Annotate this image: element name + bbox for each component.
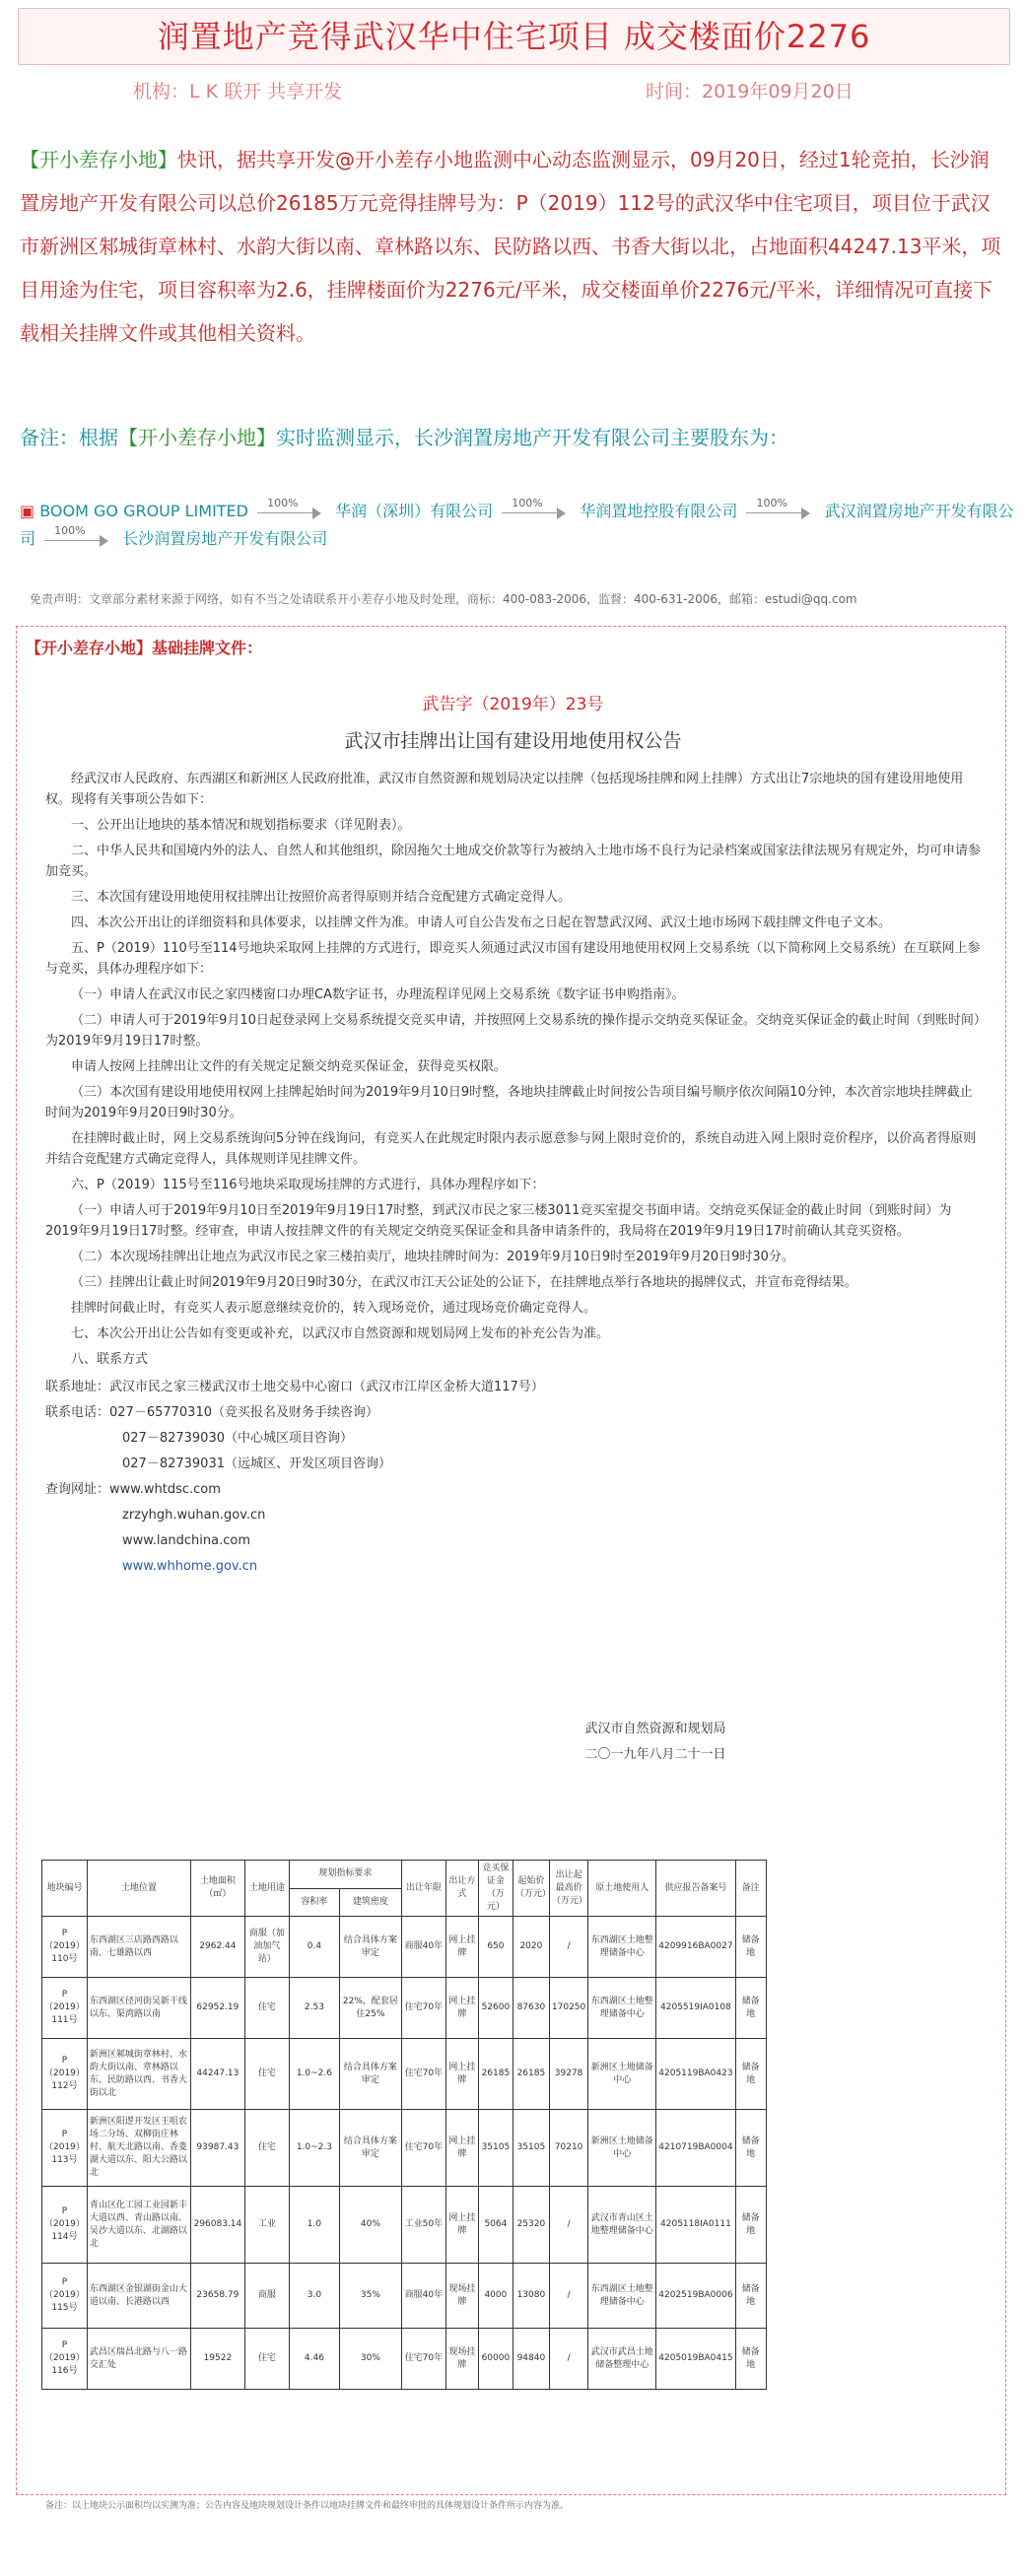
web-label: 查询网址： <box>45 1482 110 1497</box>
shareholder-note <box>20 421 1005 454</box>
table-cell: 储备地 <box>735 2187 766 2264</box>
table-cell: 结合具体方案审定 <box>339 2110 401 2187</box>
table-cell: 23658.79 <box>190 2264 244 2329</box>
col-header: 竞买保证金（万元） <box>478 1861 513 1917</box>
table-cell: / <box>549 2187 587 2264</box>
table-cell: 结合具体方案审定 <box>339 2039 401 2110</box>
page-title: 润置地产竞得武汉华中住宅项目 成交楼面价2276 <box>18 8 1010 65</box>
table-cell: 39278 <box>549 2039 587 2110</box>
contact-phone-2: 027－82739030（中心城区项目咨询） <box>122 1431 353 1446</box>
table-cell: 30% <box>339 2329 401 2390</box>
document-body <box>45 769 982 1580</box>
table-cell: 4210719BA0004 <box>656 2110 735 2187</box>
doc-paragraph: 六、P（2019）115号至116号地块采取现场挂牌的方式进行，具体办理程序如下： <box>71 1178 545 1192</box>
table-cell: 储备地 <box>735 1978 766 2039</box>
issue-date: 二〇一九年八月二十一日 <box>584 1747 726 1762</box>
table-cell: 东西湖区土地整理储备中心 <box>588 2264 656 2329</box>
table-cell: 1.0~2.3 <box>289 2110 339 2187</box>
doc-paragraph: 二、中华人民共和国境内外的法人、自然人和其他组织，除因拖欠土地成交价款等行为被纳入土地市场不良行为记录档案或国家法律法规另有规定外，均可申请参加竞买。 <box>45 844 982 879</box>
doc-paragraph: 七、本次公开出让公告如有变更或补充，以武汉市自然资源和规划局网上发布的补充公告为准。 <box>71 1326 610 1341</box>
table-cell: 网上挂牌 <box>445 1917 478 1978</box>
table-cell: 东西湖区土地整理储备中心 <box>588 1917 656 1978</box>
col-header: 容积率 <box>289 1888 339 1917</box>
table-cell: 住宅 <box>244 2110 289 2187</box>
doc-paragraph: 申请人按网上挂牌出让文件的有关规定足额交纳竞买保证金，获得竞买权限。 <box>71 1059 508 1074</box>
table-cell: 4202519BA0006 <box>656 2264 735 2329</box>
chain-node-3[interactable]: 华润置地控股有限公司 <box>580 502 738 520</box>
table-cell: 170250 <box>549 1978 587 2039</box>
agency-label: 机构：L K 联开 共享开发 <box>133 81 343 102</box>
table-cell: 储备地 <box>735 1917 766 1978</box>
doc-paragraph: 一、公开出让地块的基本情况和规划指标要求（详见附表）。 <box>71 818 411 833</box>
table-cell: 工业50年 <box>401 2187 445 2264</box>
intro-text-2: 监测中心动态监测显示，09月20日，经过1轮竞拍， <box>473 148 930 171</box>
table-cell: 商服 <box>244 2264 289 2329</box>
table-cell: 70210 <box>549 2110 587 2187</box>
table-cell: 2.53 <box>289 1978 339 2039</box>
contact-phone-3: 027－82739031（远城区、开发区项目咨询） <box>122 1457 391 1471</box>
table-cell: 13080 <box>513 2264 549 2329</box>
table-cell: 35105 <box>513 2110 549 2187</box>
table-cell: 商服40年 <box>401 2264 445 2329</box>
table-cell: 网上挂牌 <box>445 2187 478 2264</box>
web-link-2[interactable]: zrzyhgh.wuhan.gov.cn <box>122 1508 266 1523</box>
table-cell: 网上挂牌 <box>445 1978 478 2039</box>
table-cell: 19522 <box>190 2329 244 2390</box>
table-cell: 东西湖区三店路西路以南、七雄路以西 <box>87 1917 190 1978</box>
col-header: 起始价（万元） <box>513 1861 549 1917</box>
table-cell: 22%，配套居住25% <box>339 1978 401 2039</box>
table-cell: 现场挂牌 <box>445 2329 478 2390</box>
table-cell: 青山区化工园工业园新丰大道以西、青山路以南、吴沙大道以东、北湖路以北 <box>87 2187 190 2264</box>
table-cell: 储备地 <box>735 2110 766 2187</box>
intro-text-3: 以总价26185万元竞得挂牌号为：P（2019）112号的武汉华中住宅项目，项目位于武汉市新洲区邾城街章林村、水韵大街以南、章林路以东、民防路以西、书香大街以北，占地面积44247.13平米，项目用途为住宅，项目容积率为2.6，挂牌楼面价为2276元/平米，成交楼面单价2276元/平米，详细情况可直接下载相关挂牌文件或其他相关资料。 <box>20 191 1001 345</box>
company-logo-icon: ▣ <box>20 502 35 520</box>
table-cell: 296083.14 <box>190 2187 244 2264</box>
table-cell: 4205019BA0415 <box>656 2329 735 2390</box>
table-cell: 4205118IA0111 <box>656 2187 735 2264</box>
signature-block <box>557 1717 754 1768</box>
contact-address: 联系地址：武汉市民之家三楼武汉市土地交易中心窗口（武汉市江岸区金桥大道117号） <box>45 1380 544 1394</box>
table-cell: 工业 <box>244 2187 289 2264</box>
table-row <box>42 2264 767 2329</box>
col-header: 出让起最高价（万元） <box>549 1861 587 1917</box>
doc-paragraph: （三）挂牌出让截止时间2019年9月20日9时30分，在武汉市江天公证处的公证下，在挂牌地点举行各地块的揭牌仪式，并宣布竞得结果。 <box>71 1275 857 1290</box>
table-cell: 武昌区瑞昌北路与八一路交汇处 <box>87 2329 190 2390</box>
chain-arrow: 100% <box>746 506 815 519</box>
table-cell: 26185 <box>478 2039 513 2110</box>
col-header: 土地位置 <box>87 1861 190 1917</box>
table-cell: 5064 <box>478 2187 513 2264</box>
doc-paragraph: 三、本次国有建设用地使用权挂牌出让按照价高者得原则并结合竞配建方式确定竞得人。 <box>71 890 572 905</box>
note-prefix: 备注：根据 <box>20 426 118 449</box>
col-header: 土地面积（㎡） <box>190 1861 244 1917</box>
table-cell: 商服40年 <box>401 1917 445 1978</box>
table-row <box>42 2039 767 2110</box>
table-cell: P（2019）115号 <box>42 2264 88 2329</box>
table-cell: 4.46 <box>289 2329 339 2390</box>
web-link-1[interactable]: www.whtdsc.com <box>109 1482 221 1497</box>
table-cell: 新洲区土地储备中心 <box>588 2039 656 2110</box>
table-cell: 武汉市青山区土地整理储备中心 <box>588 2187 656 2264</box>
table-cell: 3.0 <box>289 2264 339 2329</box>
doc-paragraph: （二）本次现场挂牌出让地点为武汉市民之家三楼拍卖厅，地块挂牌时间为：2019年9月10日9时至2019年9月20日9时30分。 <box>71 1250 794 1264</box>
table-cell: 储备地 <box>735 2039 766 2110</box>
table-cell: 住宅 <box>244 1978 289 2039</box>
table-cell: 网上挂牌 <box>445 2110 478 2187</box>
table-cell: 1.0~2.6 <box>289 2039 339 2110</box>
table-cell: 东西湖区金银湖街金山大道以南、长港路以西 <box>87 2264 190 2329</box>
table-cell: 住宅70年 <box>401 1978 445 2039</box>
table-cell: 新洲区邾城街章林村、水韵大街以南、章林路以东、民防路以西、书香大街以北 <box>87 2039 190 2110</box>
issuer: 武汉市自然资源和规划局 <box>584 1722 726 1736</box>
col-header: 原土地使用人 <box>588 1861 656 1917</box>
contact-phone-1: 联系电话：027－65770310（竞买报名及财务手续咨询） <box>45 1405 378 1420</box>
table-cell: P（2019）113号 <box>42 2110 88 2187</box>
doc-paragraph: （一）申请人在武汉市民之家四楼窗口办理CA数字证书，办理流程详见网上交易系统《数字证书申购指南》。 <box>71 987 685 1002</box>
table-cell: 4205519IA0108 <box>656 1978 735 2039</box>
table-cell: 62952.19 <box>190 1978 244 2039</box>
col-header: 供应报告备案号 <box>656 1861 735 1917</box>
table-row <box>42 2329 767 2390</box>
table-cell: 26185 <box>513 2039 549 2110</box>
table-cell: 住宅 <box>244 2329 289 2390</box>
col-header: 地块编号 <box>42 1861 88 1917</box>
table-cell: 2020 <box>513 1917 549 1978</box>
intro-text-1: 快讯，据共享开发@开小差存小地 <box>177 148 473 171</box>
document-title: 武汉市挂牌出让国有建设用地使用权公告 <box>344 730 682 752</box>
doc-paragraph: 四、本次公开出让的详细资料和具体要求，以挂牌文件为准。申请人可自公告发布之日起在智慧武汉网、武汉土地市场网下载挂牌文件电子文本。 <box>71 915 892 930</box>
doc-paragraph: 挂牌时间截止时，有竞买人表示愿意继续竞价的，转入现场竞价，通过现场竞价确定竞得人。 <box>71 1301 597 1316</box>
doc-paragraph: 经武汉市人民政府、东西湖区和新洲区人民政府批准，武汉市自然资源和规划局决定以挂牌（包括现场挂牌和网上挂牌）方式出让7宗地块的国有建设用地使用权。现将有关事项公告如下： <box>45 772 964 807</box>
table-cell: 网上挂牌 <box>445 2039 478 2110</box>
table-cell: 住宅 <box>244 2039 289 2110</box>
table-cell: 新洲区土地储备中心 <box>588 2110 656 2187</box>
table-cell: 住宅70年 <box>401 2110 445 2187</box>
table-cell: 52600 <box>478 1978 513 2039</box>
table-cell: 93987.43 <box>190 2110 244 2187</box>
table-cell: 储备地 <box>735 2329 766 2390</box>
table-cell: 35105 <box>478 2110 513 2187</box>
doc-paragraph: （三）本次国有建设用地使用权网上挂牌起始时间为2019年9月10日9时整，各地块挂牌截止时间按公告项目编号顺序依次间隔10分钟，本次首宗地块挂牌截止时间为2019年9月20日9时30分。 <box>45 1085 973 1120</box>
disclaimer: 免责声明：文章部分素材来源于网络，如有不当之处请联系开小差存小地及时处理，商标：400-083-2006，监督：400-631-2006，邮箱：estudi@qq.com <box>30 592 857 606</box>
chain-arrow: 100% <box>502 506 571 519</box>
table-row <box>42 1917 767 1978</box>
table-cell: 60000 <box>478 2329 513 2390</box>
chain-node-1[interactable]: BOOM GO GROUP LIMITED <box>39 502 248 520</box>
table-cell: 4000 <box>478 2264 513 2329</box>
company-name: 长沙润置房地产开发有限公司 <box>20 148 990 215</box>
doc-paragraph: （一）申请人可于2019年9月10日至2019年9月19日17时整，到武汉市民之家三楼3011竞买室提交书面申请。交纳竞买保证金的截止时间（到账时间）为2019年9月19日17时整。经审查，申请人按挂牌文件的有关规定交纳竞买保证金和具备申请条件的，我局将在2019年9月19日17时前确认其竞买资格。 <box>45 1203 952 1239</box>
table-cell: 住宅70年 <box>401 2329 445 2390</box>
table-cell: 25320 <box>513 2187 549 2264</box>
col-header: 建筑密度 <box>339 1888 401 1917</box>
table-cell: / <box>549 2329 587 2390</box>
col-header: 规划指标要求 <box>289 1861 401 1889</box>
table-row <box>42 2187 767 2264</box>
intro-paragraph <box>20 138 1005 355</box>
web-link-4[interactable]: www.whhome.gov.cn <box>122 1559 258 1574</box>
col-header: 备注 <box>735 1861 766 1917</box>
table-cell: 现场挂牌 <box>445 2264 478 2329</box>
table-cell: 东西湖区径河街吴新干线以东、渠湾路以南 <box>87 1978 190 2039</box>
table-cell: / <box>549 1917 587 1978</box>
table-row <box>42 1978 767 2039</box>
table-cell: 87630 <box>513 1978 549 2039</box>
doc-paragraph: 五、P（2019）110号至114号地块采取网上挂牌的方式进行，即竞买人须通过武汉市国有建设用地使用权网上交易系统（以下简称网上交易系统）在互联网上参与竞买，具体办理程序如下： <box>45 941 981 977</box>
col-header: 出让年限 <box>401 1861 445 1917</box>
document-heading: 【开小差存小地】基础挂牌文件： <box>26 639 263 657</box>
table-cell: 住宅70年 <box>401 2039 445 2110</box>
doc-paragraph: （二）申请人可于2019年9月10日起登录网上交易系统提交竞买申请，并按照网上交易系统的操作提示交纳竞买保证金。交纳竞买保证金的截止时间（到账时间）为2019年9月19日17时整。 <box>45 1013 981 1049</box>
table-row <box>42 2110 767 2187</box>
table-cell: 武汉市武昌土地储备整理中心 <box>588 2329 656 2390</box>
chain-node-4[interactable]: 武汉润置房地产开发有限公司 <box>20 502 1014 548</box>
table-cell: 40% <box>339 2187 401 2264</box>
table-cell: P（2019）111号 <box>42 1978 88 2039</box>
brand-name: 【开小差存小地】 <box>20 148 177 171</box>
table-cell: 44247.13 <box>190 2039 244 2110</box>
shareholder-chain <box>20 498 1015 553</box>
land-table <box>41 1860 767 2390</box>
table-cell: P（2019）114号 <box>42 2187 88 2264</box>
table-cell: P（2019）112号 <box>42 2039 88 2110</box>
chain-arrow: 100% <box>257 506 326 519</box>
table-cell: 东西湖区土地整理储备中心 <box>588 1978 656 2039</box>
table-cell: 新洲区阳逻开发区王咀农场二分场、双柳街庄林村、航天北路以南、香菱湖大道以东、阳大公路以北 <box>87 2110 190 2187</box>
note-suffix: 实时监测显示，长沙润置房地产开发有限公司主要股东为： <box>276 426 788 449</box>
table-cell: 0.4 <box>289 1917 339 1978</box>
doc-paragraph: 在挂牌时截止时，网上交易系统询问5分钟在线询问，有竞买人在此规定时限内表示愿意参与网上限时竞价的，系统自动进入网上限时竞价程序，以价高者得原则并结合竞配建方式确定竞得人，具体规则详见挂牌文件。 <box>45 1131 977 1167</box>
table-cell: 650 <box>478 1917 513 1978</box>
chain-arrow: 100% <box>44 533 113 547</box>
table-cell: 35% <box>339 2264 401 2329</box>
chain-node-2[interactable]: 华润（深圳）有限公司 <box>335 502 494 520</box>
table-footnote: 备注：以上地块公示面积均以实测为准；公告内容及地块规划设计条件以地块挂牌文件和最终审批的具体规划设计条件所示内容为准。 <box>45 2501 570 2511</box>
col-header: 土地用途 <box>244 1861 289 1917</box>
table-cell: P（2019）110号 <box>42 1917 88 1978</box>
table-cell: 1.0 <box>289 2187 339 2264</box>
time-label: 时间：2019年09月20日 <box>646 81 854 102</box>
table-cell: P（2019）116号 <box>42 2329 88 2390</box>
col-header: 出让方式 <box>445 1861 478 1917</box>
table-cell: 2962.44 <box>190 1917 244 1978</box>
table-cell: 4205119BA0423 <box>656 2039 735 2110</box>
chain-node-5[interactable]: 长沙润置房地产开发有限公司 <box>122 529 328 548</box>
table-cell: 4209916BA0027 <box>656 1917 735 1978</box>
table-cell: 商服（加油加气站） <box>244 1917 289 1978</box>
note-brand: 【开小差存小地】 <box>118 426 276 449</box>
table-cell: / <box>549 2264 587 2329</box>
document-number: 武告字（2019年）23号 <box>422 695 604 714</box>
table-cell: 94840 <box>513 2329 549 2390</box>
table-cell: 储备地 <box>735 2264 766 2329</box>
doc-paragraph: 八、联系方式 <box>71 1352 149 1367</box>
web-link-3[interactable]: www.landchina.com <box>122 1533 251 1548</box>
table-cell: 结合具体方案审定 <box>339 1917 401 1978</box>
